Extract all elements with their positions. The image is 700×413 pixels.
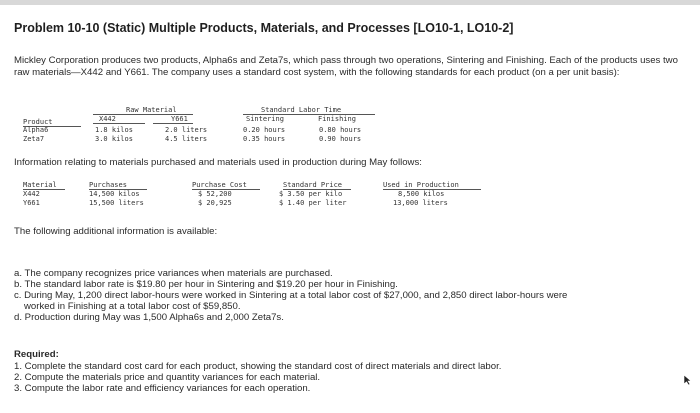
list-item: worked in Finishing at a total labor cost of $59,850. <box>24 301 241 312</box>
row-material: X442 <box>23 190 40 198</box>
list-item: d. Production during May was 1,500 Alpha6s and 2,000 Zeta7s. <box>14 312 284 323</box>
intro-paragraph: Mickley Corporation produces two products, Alpha6s and Zeta7s, which pass through two operations, Sintering and Finishing. Each of the products uses two raw materials—X442 and Y661. The company uses a standard cost system, with the following standards for each product (on a per unit basis): <box>14 55 678 78</box>
page-title: Problem 10-10 (Static) Multiple Products, Materials, and Processes [LO10-1, LO10-2] <box>14 21 514 35</box>
row-y661: 2.0 liters <box>165 126 208 134</box>
required-list <box>14 361 501 394</box>
standards-table <box>23 106 383 150</box>
group-raw-material: Raw Material <box>126 106 177 114</box>
row-x442: 3.0 kilos <box>95 135 133 143</box>
row-used: 8,500 kilos <box>398 190 445 198</box>
col-product: Product <box>23 118 53 126</box>
col-sintering: Sintering <box>246 115 284 123</box>
col-purchases: Purchases <box>89 181 127 189</box>
row-purchases: 15,500 liters <box>89 199 144 207</box>
x442-col-rule <box>93 123 145 124</box>
col-x442: X442 <box>99 115 116 123</box>
top-bar <box>0 0 700 5</box>
row-finishing: 0.80 hours <box>319 126 362 134</box>
col-material: Material <box>23 181 57 189</box>
row-price: $ 3.50 per kilo <box>279 190 343 198</box>
list-item: 3. Compute the labor rate and efficiency variances for each operation. <box>14 383 311 394</box>
row-price: $ 1.40 per liter <box>279 199 347 207</box>
col-used-in-production: Used in Production <box>383 181 459 189</box>
row-product: Alpha6 <box>23 126 49 134</box>
row-used: 13,000 liters <box>393 199 448 207</box>
info-sentence: Information relating to materials purchased and materials used in production during May follows: <box>14 157 422 168</box>
y661-col-rule <box>153 123 193 124</box>
col-y661: Y661 <box>171 115 188 123</box>
additional-info-list <box>14 268 690 323</box>
row-sintering: 0.35 hours <box>243 135 286 143</box>
row-sintering: 0.20 hours <box>243 126 286 134</box>
row-cost: $ 20,925 <box>198 199 232 207</box>
col-standard-price: Standard Price <box>283 181 343 189</box>
list-item: b. The standard labor rate is $19.80 per hour in Sintering and $19.20 per hour in Finishing. <box>14 279 398 290</box>
additional-info-sentence: The following additional information is available: <box>14 226 218 237</box>
list-item: a. The company recognizes price variances when materials are purchased. <box>14 268 333 279</box>
row-product: Zeta7 <box>23 135 45 143</box>
materials-table <box>23 181 493 217</box>
row-y661: 4.5 liters <box>165 135 208 143</box>
col-purchase-cost: Purchase Cost <box>192 181 247 189</box>
row-purchases: 14,500 kilos <box>89 190 140 198</box>
list-item: c. During May, 1,200 direct labor-hours were worked in Sintering at a total labor cost of $27,000, and 2,850 direct labor-hours were <box>14 290 568 301</box>
required-heading: Required: <box>14 349 59 360</box>
arrow-cursor-icon <box>682 374 694 386</box>
col-finishing: Finishing <box>318 115 356 123</box>
row-material: Y661 <box>23 199 40 207</box>
list-item: 1. Complete the standard cost card for each product, showing the standard cost of direct materials and direct labor. <box>14 361 502 372</box>
row-cost: $ 52,200 <box>198 190 232 198</box>
list-item: 2. Compute the materials price and quantity variances for each material. <box>14 372 321 383</box>
row-finishing: 0.90 hours <box>319 135 362 143</box>
row-x442: 1.8 kilos <box>95 126 133 134</box>
group-standard-labor-time: Standard Labor Time <box>261 106 342 114</box>
